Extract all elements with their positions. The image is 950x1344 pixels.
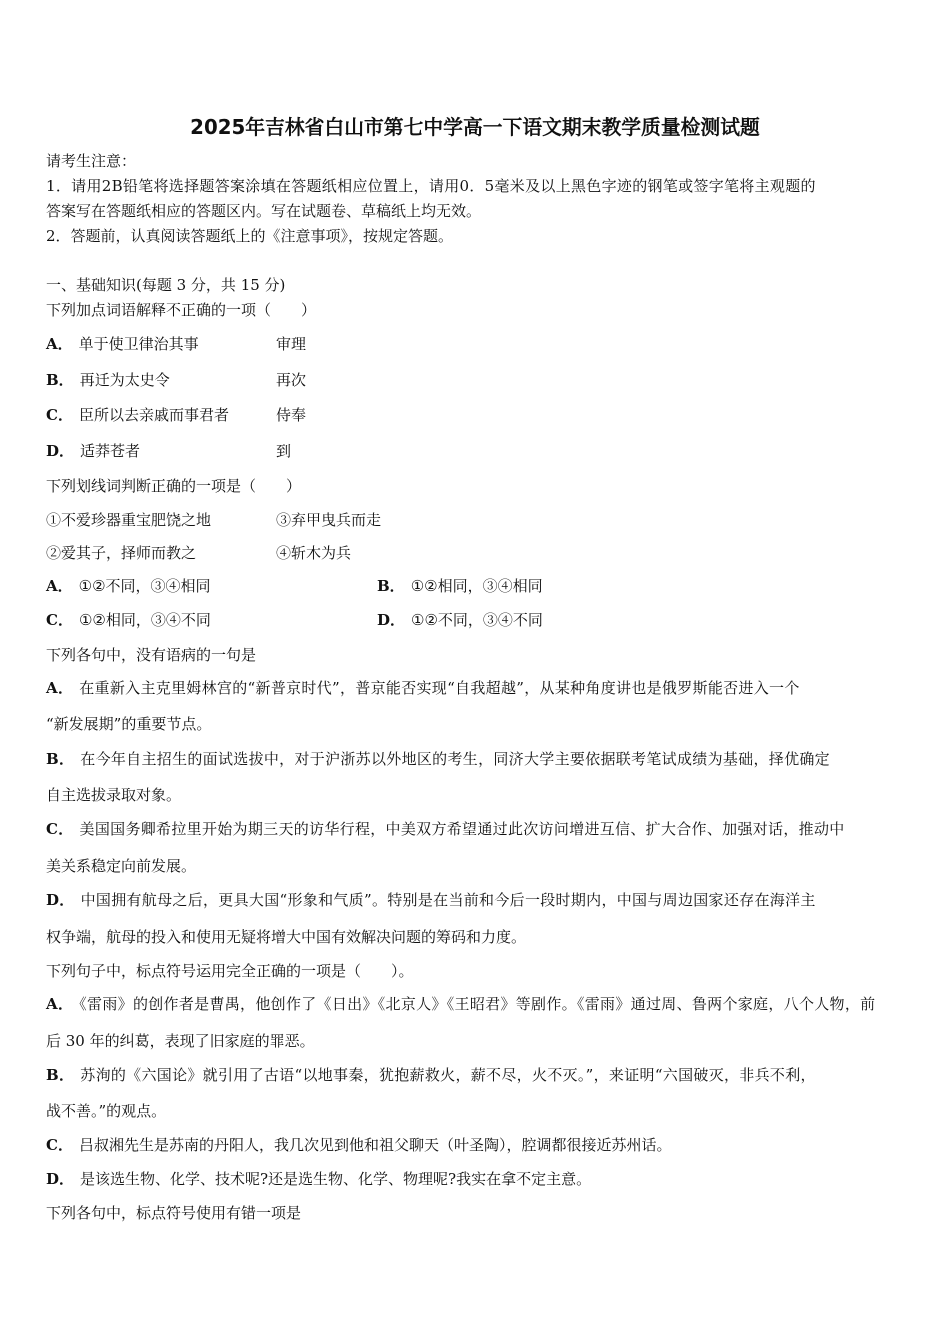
option-label: D． (46, 1170, 75, 1188)
q2-item-row-2 (46, 543, 352, 563)
q3-option-c-text: 美国国务卿希拉里开始为期三天的访华行程，中美双方希望通过此次访问增进互信、扩大合作、加强对话，推动中 (79, 820, 845, 838)
notice-item-2: 2．答题前，认真阅读答题纸上的《注意事项》，按规定答题。 (46, 227, 454, 245)
q2-item-2: ②爱其子，择师而教之 (46, 544, 197, 562)
q1-option-a-sentence: 单于使卫律治其事 (78, 335, 199, 353)
q2-option-b-text: ①②相同，③④相同 (410, 577, 543, 595)
q2-item-3: ③弃甲曳兵而走 (276, 511, 382, 529)
q3-option-c-line-1 (46, 819, 845, 839)
q4-option-b-line-2: 战不善。”的观点。 (46, 1102, 167, 1120)
q3-option-a-line-1 (46, 678, 800, 698)
q4-option-b-text: 苏洵的《六国论》就引用了古语“以地事秦，犹抱薪救火，薪不尽，火不灭。”，来证明“六国破灭，非兵不利， (80, 1066, 816, 1084)
q3-option-a-text: 在重新入主克里姆林宫的“新普京时代”，普京能否实现“自我超越”，从某种角度讲也是俄罗斯能否进入一个 (79, 679, 800, 697)
q2-stem: 下列划线词判断正确的一项是（ ） (46, 477, 302, 495)
q4-option-c (46, 1135, 671, 1155)
option-label: D． (377, 611, 406, 629)
option-label: A． (46, 679, 74, 697)
option-label: D． (46, 442, 75, 460)
q2-item-1: ①不爱珍器重宝肥饶之地 (46, 511, 212, 529)
q3-option-d-line-1 (46, 890, 816, 910)
q1-option-a (46, 334, 307, 354)
q3-option-b-line-1 (46, 749, 830, 769)
q3-option-a-line-2: “新发展期”的重要节点。 (46, 715, 212, 733)
notice-item-1-line-1: 1．请用2B铅笔将选择题答案涂填在答题纸相应位置上，请用0．5毫米及以上黑色字迹的钢笔或签字笔将主观题的 (46, 177, 816, 195)
q4-option-c-text: 吕叔湘先生是苏南的丹阳人，我几次见到他和祖父聊天（叶圣陶），腔调都很接近苏州话。 (78, 1136, 672, 1154)
q2-item-4: ④斩木为兵 (276, 544, 352, 562)
q1-stem: 下列加点词语解释不正确的一项（ ） (46, 301, 317, 319)
q1-option-c-meaning: 侍奉 (276, 406, 307, 424)
q4-option-a-line-2: 后 30 年的纠葛，表现了旧家庭的罪恶。 (46, 1032, 315, 1050)
option-label: C． (46, 406, 73, 424)
q1-option-c-sentence: 臣所以去亲戚而事君者 (78, 406, 229, 424)
q4-option-b-line-1 (46, 1065, 816, 1085)
q4-stem: 下列句子中，标点符号运用完全正确的一项是（ ）。 (46, 962, 414, 980)
option-label: D． (46, 891, 75, 909)
q2-option-row-2 (46, 610, 543, 630)
notice-item-1-line-2: 答案写在答题纸相应的答题区内。写在试题卷、草稿纸上均无效。 (46, 202, 482, 220)
q1-option-a-meaning: 审理 (276, 335, 307, 353)
q4-option-a-line-1 (46, 994, 875, 1014)
q2-option-d (377, 610, 543, 630)
q3-option-d-line-2: 权争端，航母的投入和使用无疑将增大中国有效解决问题的筹码和力度。 (46, 928, 527, 946)
option-label: C． (46, 1136, 73, 1154)
q1-option-b-meaning: 再次 (276, 371, 307, 389)
q5-stem: 下列各句中，标点符号使用有错一项是 (46, 1204, 302, 1222)
option-label: B． (46, 371, 74, 389)
q3-stem: 下列各句中，没有语病的一句是 (46, 646, 257, 664)
q1-option-b-sentence: 再迁为太史令 (79, 371, 170, 389)
q3-option-b-line-2: 自主选拔录取对象。 (46, 786, 182, 804)
q1-option-d-sentence: 适莽苍者 (80, 442, 141, 460)
q4-option-d (46, 1169, 591, 1189)
q4-option-d-text: 是该选生物、化学、技术呢?还是选生物、化学、物理呢?我实在拿不定主意。 (80, 1170, 592, 1188)
q1-option-d (46, 441, 292, 461)
page-title: 2025年吉林省白山市第七中学高一下语文期末教学质量检测试题 (190, 115, 760, 139)
option-label: B． (46, 750, 75, 768)
q1-option-b (46, 370, 307, 390)
option-label: B． (46, 1066, 75, 1084)
q2-option-b (377, 576, 543, 596)
notice-heading: 请考生注意： (46, 152, 137, 170)
q1-option-d-meaning: 到 (276, 442, 292, 460)
option-label: C． (46, 611, 73, 629)
q3-option-b-text: 在今年自主招生的面试选拔中，对于沪浙苏以外地区的考生，同济大学主要依据联考笔试成绩为基础，择优确定 (80, 750, 830, 768)
q1-option-c (46, 405, 307, 425)
option-label: A． (46, 995, 74, 1013)
q2-item-row-1 (46, 510, 382, 530)
q3-option-c-line-2: 美关系稳定向前发展。 (46, 857, 197, 875)
q2-option-row-1 (46, 576, 543, 596)
option-label: C． (46, 820, 74, 838)
q4-option-a-text: 《雷雨》的创作者是曹禺，他创作了《日出》《北京人》《王昭君》等剧作。《雷雨》通过周、鲁两个家庭，八个人物，前 (79, 995, 876, 1013)
q2-option-c-text: ①②相同，③④不同 (78, 611, 211, 629)
q2-option-d-text: ①②不同，③④不同 (411, 611, 543, 629)
option-label: A． (46, 335, 73, 353)
section-1-heading: 一、基础知识(每题 3 分，共 15 分) (46, 276, 286, 294)
q3-option-d-text: 中国拥有航母之后，更具大国“形象和气质”。特别是在当前和今后一段时期内，中国与周边国家还存在海洋主 (80, 891, 816, 909)
option-label: B． (377, 577, 405, 595)
q2-option-a-text: ①②不同，③④相同 (78, 577, 211, 595)
option-label: A． (46, 577, 73, 595)
